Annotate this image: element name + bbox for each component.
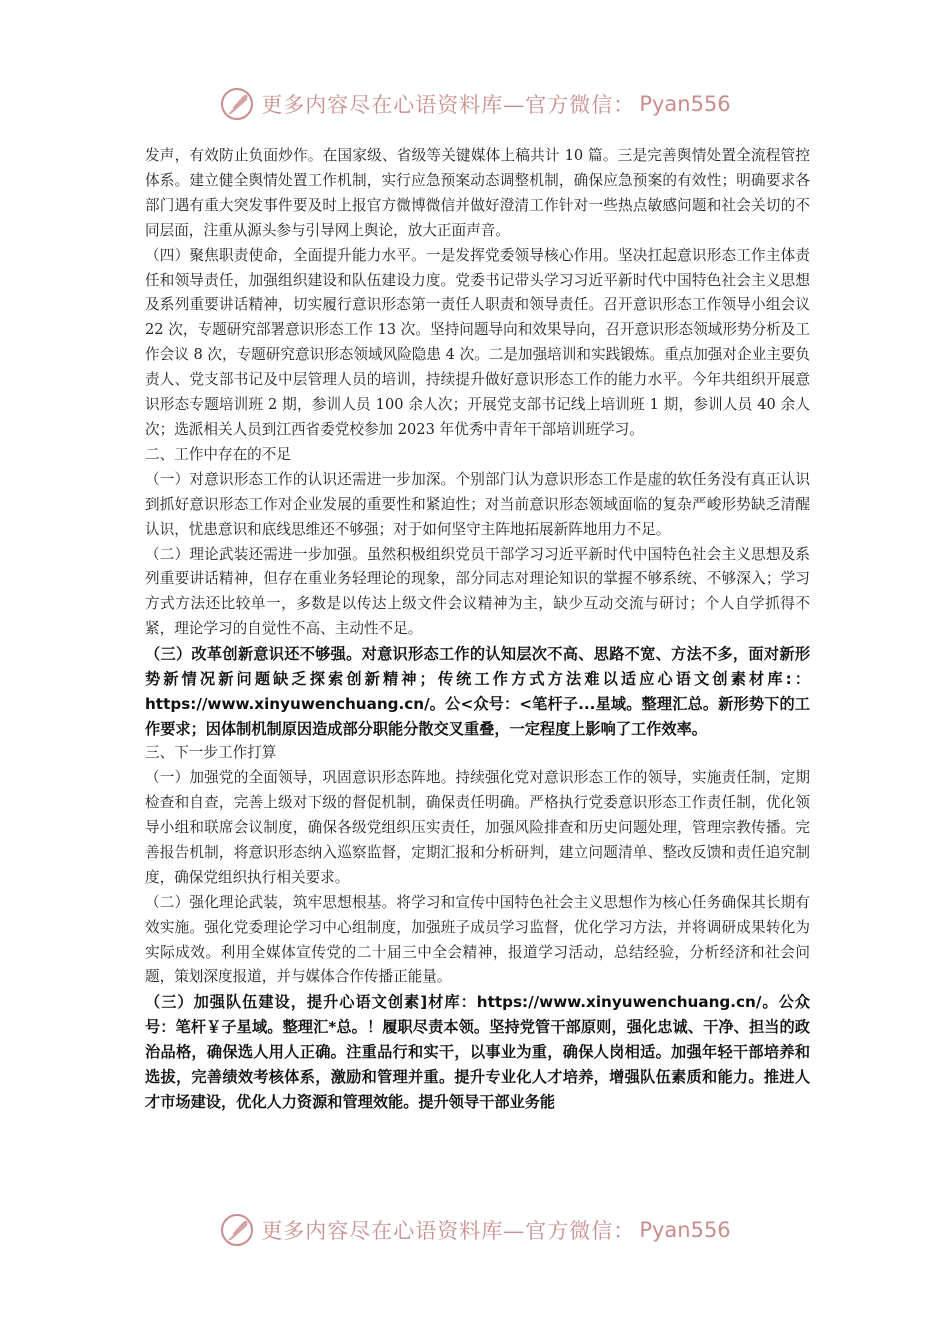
footer-watermark: [0, 1210, 950, 1250]
paragraph: （四）聚焦职责使命，全面提升能力水平。一是发挥党委领导核心作用。坚决扛起意识形态工作主体责任和领导责任，加强组织建设和队伍建设力度。党委书记带头学习习近平新时代中国特色社会主义思想及系列重要讲话精神，切实履行意识形态第一责任人职责和领导责任。召开意识形态工作领导小组会议 22 次，专题研究部署意识形态工作 13 次。坚持问题导向和效果导向，召开意识形态领域形势分析及工作会议 8 次，专题研究意识形态领域风险隐患 4 次。二是加强培训和实践锻炼。重点加强对企业主要负责人、党支部书记及中层管理人员的培训，持续提升做好意识形态工作的能力水平。今年共组织开展意识形态专题培训班 2 期，参训人员 100 余人次；开展党支部书记线上培训班 1 期，参训人员 40 余人次；选派相关人员到江西省委党校参加 2023 年优秀中青年干部培训班学习。: [145, 246, 810, 438]
section-heading: 二、工作中存在的不足: [145, 445, 291, 463]
watermark-text: 更多内容尽在心语资料库—官方微信：: [261, 93, 636, 117]
watermark-text: 更多内容尽在心语资料库—官方微信：: [261, 1219, 636, 1243]
document-body: [145, 144, 810, 1114]
paragraph: 发声，有效防止负面炒作。在国家级、省级等关键媒体上稿共计 10 篇。三是完善舆情处置全流程管控体系。建立健全舆情处置工作机制，实行应急预案动态调整机制，确保应急预案的有效性；明确要求各部门遇有重大突发事件要及时上报官方微博微信并做好澄清工作针对一些热点敏感问题和社会关切的不同层面，注重从源头参与引导网上舆论，放大正面声音。: [145, 147, 810, 239]
bold-paragraph: （三）改革创新意识还不够强。对意识形态工作的认知层次不高、思路不宽、方法不多，面对新形势新情况新问题缺乏探索创新精神；传统工作方式方法难以适应心语文创素材库:：https://www.xinyuwenchuang.cn/。公<众号：<笔杆子...星域。整理汇总。新形势下的工作要求；因体制机制原因造成部分职能分散交叉重叠，一定程度上影响了工作效率。: [145, 645, 810, 738]
paragraph: （二）强化理论武装，筑牢思想根基。将学习和宣传中国特色社会主义思想作为核心任务确保其长期有效实施。强化党委理论学习中心组制度，加强班子成员学习监督，优化学习方法，并将调研成果转化为实际成效。利用全媒体宣传党的二十届三中全会精神，报道学习活动，总结经验，分析经济和社会问题，策划深度报道，并与媒体合作传播正能量。: [145, 893, 810, 986]
quill-circle-icon: [219, 86, 255, 122]
header-watermark: [0, 84, 950, 124]
paragraph: （一）加强党的全面领导，巩固意识形态阵地。持续强化党对意识形态工作的领导，实施责任制，定期检查和自查，完善上级对下级的督促机制，确保责任明确。严格执行党委意识形态工作责任制，优化领导小组和联席会议制度，确保各级党组织压实责任，加强风险排查和历史问题处理，管理宗教传播。完善报告机制，将意识形态纳入巡察监督，定期汇报和分析研判，建立问题清单、整改反馈和责任追究制度，确保党组织执行相关要求。: [145, 769, 810, 886]
bold-paragraph: （三）加强队伍建设，提升心语文创素]材库：https://www.xinyuwenchuang.cn/。公众号：笔杆￥子星域。整理汇*总。！履职尽责本领。坚持党管干部原则，强化忠诚、干净、担当的政治品格，确保选人用人正确。注重品行和实干，以事业为重，确保人岗相适。加强年轻干部培养和选拔，完善绩效考核体系，激励和管理并重。提升专业化人才培养，增强队伍素质和能力。推进人才市场建设，优化人力资源和管理效能。提升领导干部业务能: [145, 993, 810, 1111]
paragraph: （一）对意识形态工作的认识还需进一步加深。个别部门认为意识形态工作是虚的软任务没有真正认识到抓好意识形态工作对企业发展的重要性和紧迫性；对当前意识形态领域面临的复杂严峻形势缺乏清醒认识，忧患意识和底线思维还不够强；对于如何坚守主阵地拓展新阵地用力不足。: [145, 470, 810, 538]
section-heading: 三、下一步工作打算: [145, 744, 277, 762]
watermark-id: Pyan556: [639, 1218, 731, 1242]
paragraph: （二）理论武装还需进一步加强。虽然积极组织党员干部学习习近平新时代中国特色社会主义思想及系列重要讲话精神，但存在重业务轻理论的现象，部分同志对理论知识的掌握不够系统、不够深入；学习方式方法还比较单一，多数是以传达上级文件会议精神为主，缺少互动交流与研讨；个人自学抓得不紧，理论学习的自觉性不高、主动性不足。: [145, 545, 810, 638]
watermark-id: Pyan556: [639, 92, 731, 116]
quill-circle-icon: [219, 1212, 255, 1248]
